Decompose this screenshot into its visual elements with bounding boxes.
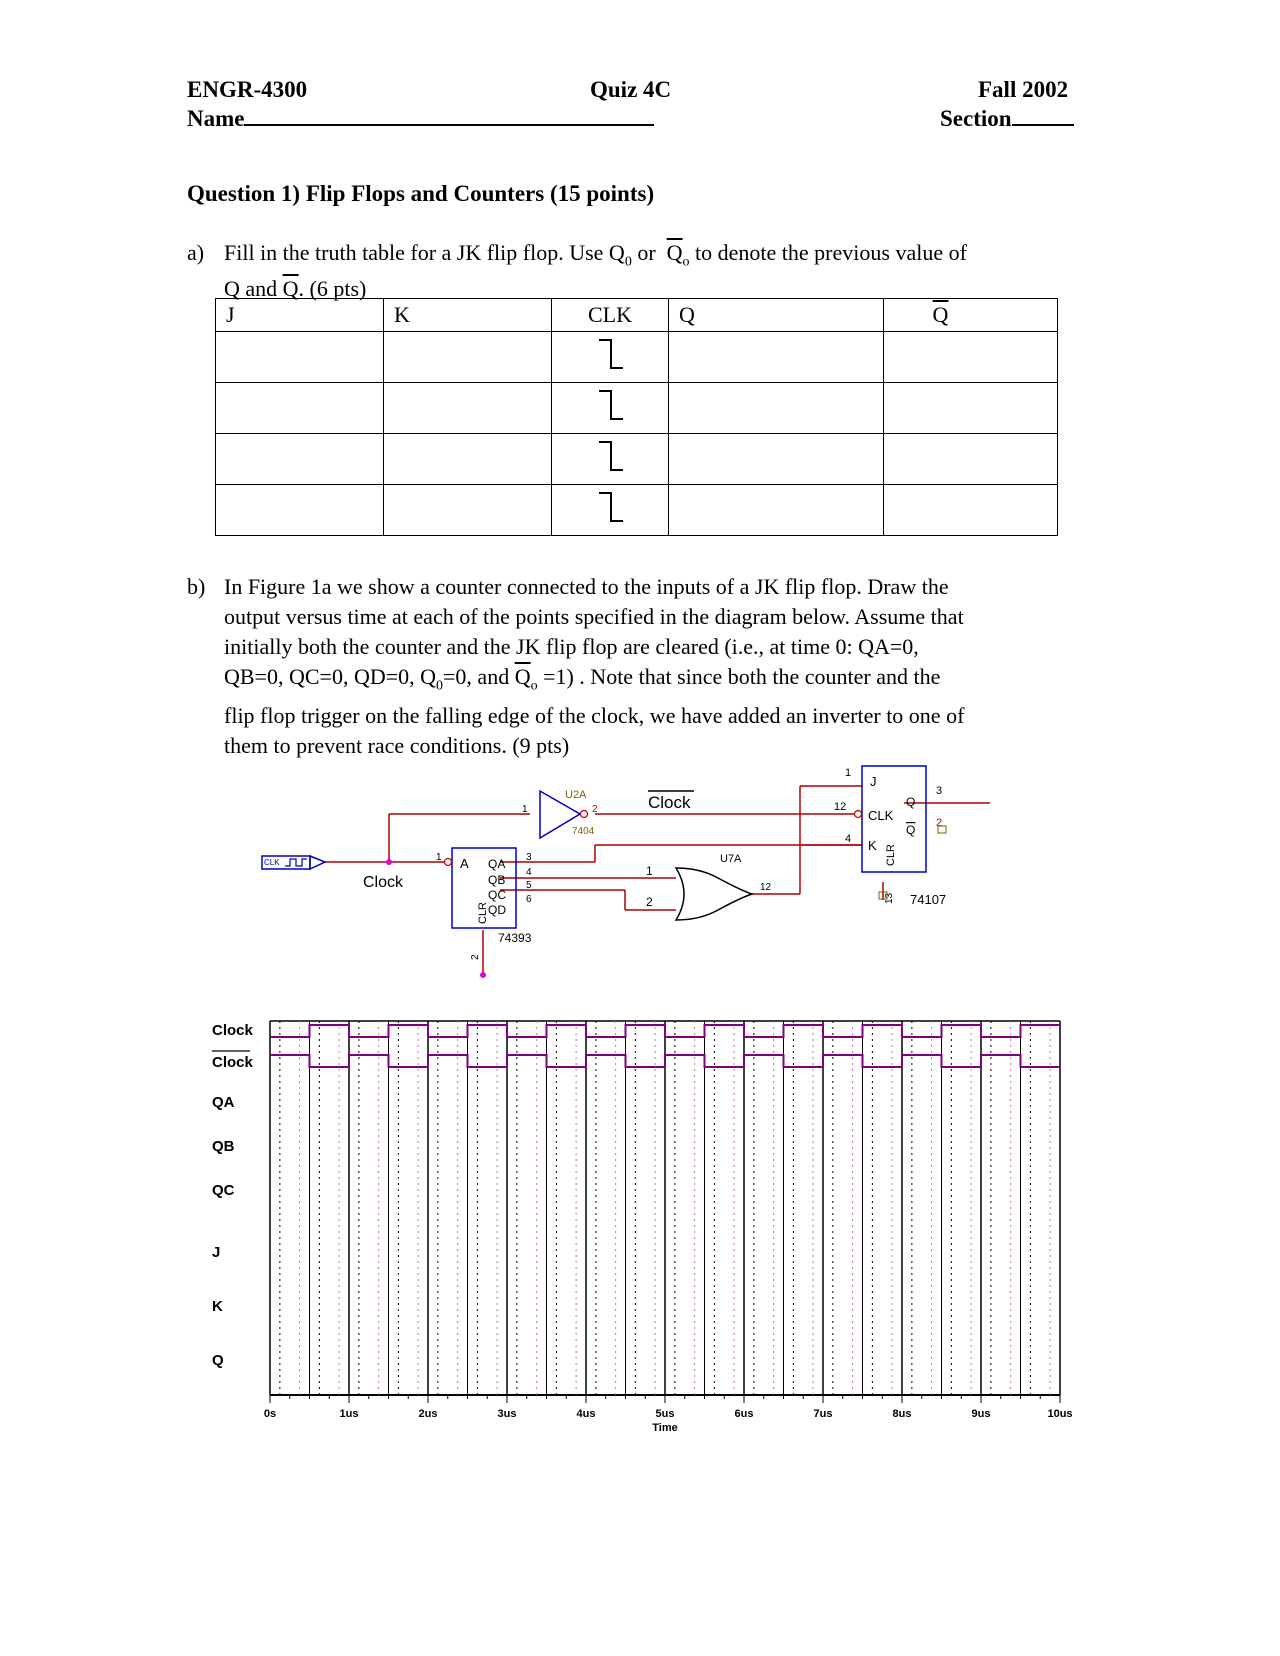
timing-diagram — [200, 1015, 1080, 1435]
time-axis-label: Time — [652, 1422, 678, 1434]
signal-label: QC — [212, 1182, 235, 1199]
quiz-title: Quiz 4C — [590, 77, 672, 102]
svg-text:CLR: CLR — [477, 901, 489, 924]
signal-label: Clock — [212, 1022, 253, 1039]
svg-text:2: 2 — [646, 895, 653, 909]
ff-part: 74107 — [910, 892, 947, 907]
svg-text:12: 12 — [760, 882, 772, 893]
svg-text:QC: QC — [488, 888, 506, 902]
svg-text:1: 1 — [522, 804, 528, 815]
part-b-label: b) — [187, 574, 206, 599]
time-tick-label: 6us — [734, 1408, 754, 1420]
part-b-text: In Figure 1a we show a counter connected to the inputs of a JK flip flop. Draw the output versus time at each of the points specified in the diagram below. Assume that initially both the counter and the JK flip flop are cleared (i.e., at time 0: QA=0, QB=0, QC=0, QD=0, $Q_0=0$, and $\overline{Q}_o =1$) . Note that since both the counter and the flip flop trigger on the falling edge of the clock, we have added an inverter to one of them to prevent race conditions. (9 pts) — [224, 574, 965, 759]
signal-label: Q — [212, 1352, 224, 1369]
name-label: Name — [187, 106, 245, 131]
svg-text:K: K — [868, 838, 877, 853]
header-j: J — [216, 299, 384, 332]
svg-text:CLR: CLR — [885, 843, 897, 866]
svg-text:2: 2 — [592, 804, 598, 815]
svg-text:1: 1 — [436, 852, 442, 863]
counter-part: 74393 — [498, 931, 532, 945]
clock-trace — [270, 1025, 1060, 1037]
clock-bar-trace — [270, 1055, 1060, 1067]
header-q-bar: $\overline{Q}$ — [884, 299, 1058, 332]
time-tick-label: 0s — [263, 1408, 277, 1420]
signal-label: Clock — [212, 1054, 253, 1071]
time-tick-label: 9us — [971, 1408, 991, 1420]
or-gate-name: U7A — [720, 853, 742, 865]
section-label: Section — [940, 106, 1012, 131]
time-tick-label: 4us — [576, 1408, 596, 1420]
header-q: Q — [669, 299, 884, 332]
svg-text:4: 4 — [845, 833, 852, 845]
q-bar: $\overline{Q}$ — [282, 276, 299, 302]
signal-label: QA — [212, 1094, 235, 1111]
svg-text:QD: QD — [488, 903, 506, 917]
question-title: Question 1) Flip Flops and Counters (15 points) — [187, 181, 655, 206]
svg-text:13: 13 — [884, 892, 895, 904]
svg-text:J: J — [870, 774, 877, 789]
svg-text:4: 4 — [526, 867, 532, 878]
inverter-name: U2A — [565, 789, 587, 801]
header-k: K — [384, 299, 552, 332]
clock-node-label: Clock — [363, 874, 404, 891]
svg-text:CLK: CLK — [868, 808, 894, 823]
svg-text:QA: QA — [488, 857, 506, 871]
svg-text:Q: Q — [906, 795, 916, 809]
time-tick-label: 8us — [892, 1408, 912, 1420]
svg-text:QB: QB — [488, 873, 506, 887]
signal-label: K — [212, 1298, 223, 1315]
time-tick-label: 2us — [418, 1408, 438, 1420]
clock-bar-label: Clock — [648, 793, 691, 812]
header-clk: CLK — [552, 299, 669, 332]
svg-text:A: A — [460, 856, 469, 871]
svg-text:Q: Q — [906, 823, 916, 837]
svg-text:2: 2 — [936, 817, 943, 829]
clk-source-label: CLK — [264, 858, 280, 867]
time-tick-label: 10us — [1047, 1408, 1073, 1420]
part-a-label: a) — [187, 240, 205, 265]
time-tick-label: 5us — [655, 1408, 675, 1420]
svg-text:6: 6 — [526, 894, 532, 905]
term: Fall 2002 — [978, 77, 1069, 102]
signal-label: J — [212, 1244, 221, 1261]
time-tick-label: 7us — [813, 1408, 833, 1420]
time-tick-label: 1us — [339, 1408, 359, 1420]
course-code: ENGR-4300 — [187, 77, 308, 102]
svg-text:1: 1 — [646, 864, 653, 878]
svg-text:1: 1 — [845, 767, 852, 779]
time-tick-label: 3us — [497, 1408, 517, 1420]
svg-text:3: 3 — [936, 785, 943, 797]
svg-text:12: 12 — [834, 801, 847, 813]
svg-text:3: 3 — [526, 852, 532, 863]
part-a-text: Fill in the truth table for a JK flip flop. Use $Q_0$ or $\overline{Q}_o$ to denote the previous value of Q and $\overline{Q}$. (6 pts) — [224, 240, 967, 302]
signal-label: QB — [212, 1138, 235, 1155]
inverter-part: 7404 — [572, 826, 595, 837]
svg-text:5: 5 — [526, 880, 532, 891]
svg-text:2: 2 — [470, 954, 481, 960]
